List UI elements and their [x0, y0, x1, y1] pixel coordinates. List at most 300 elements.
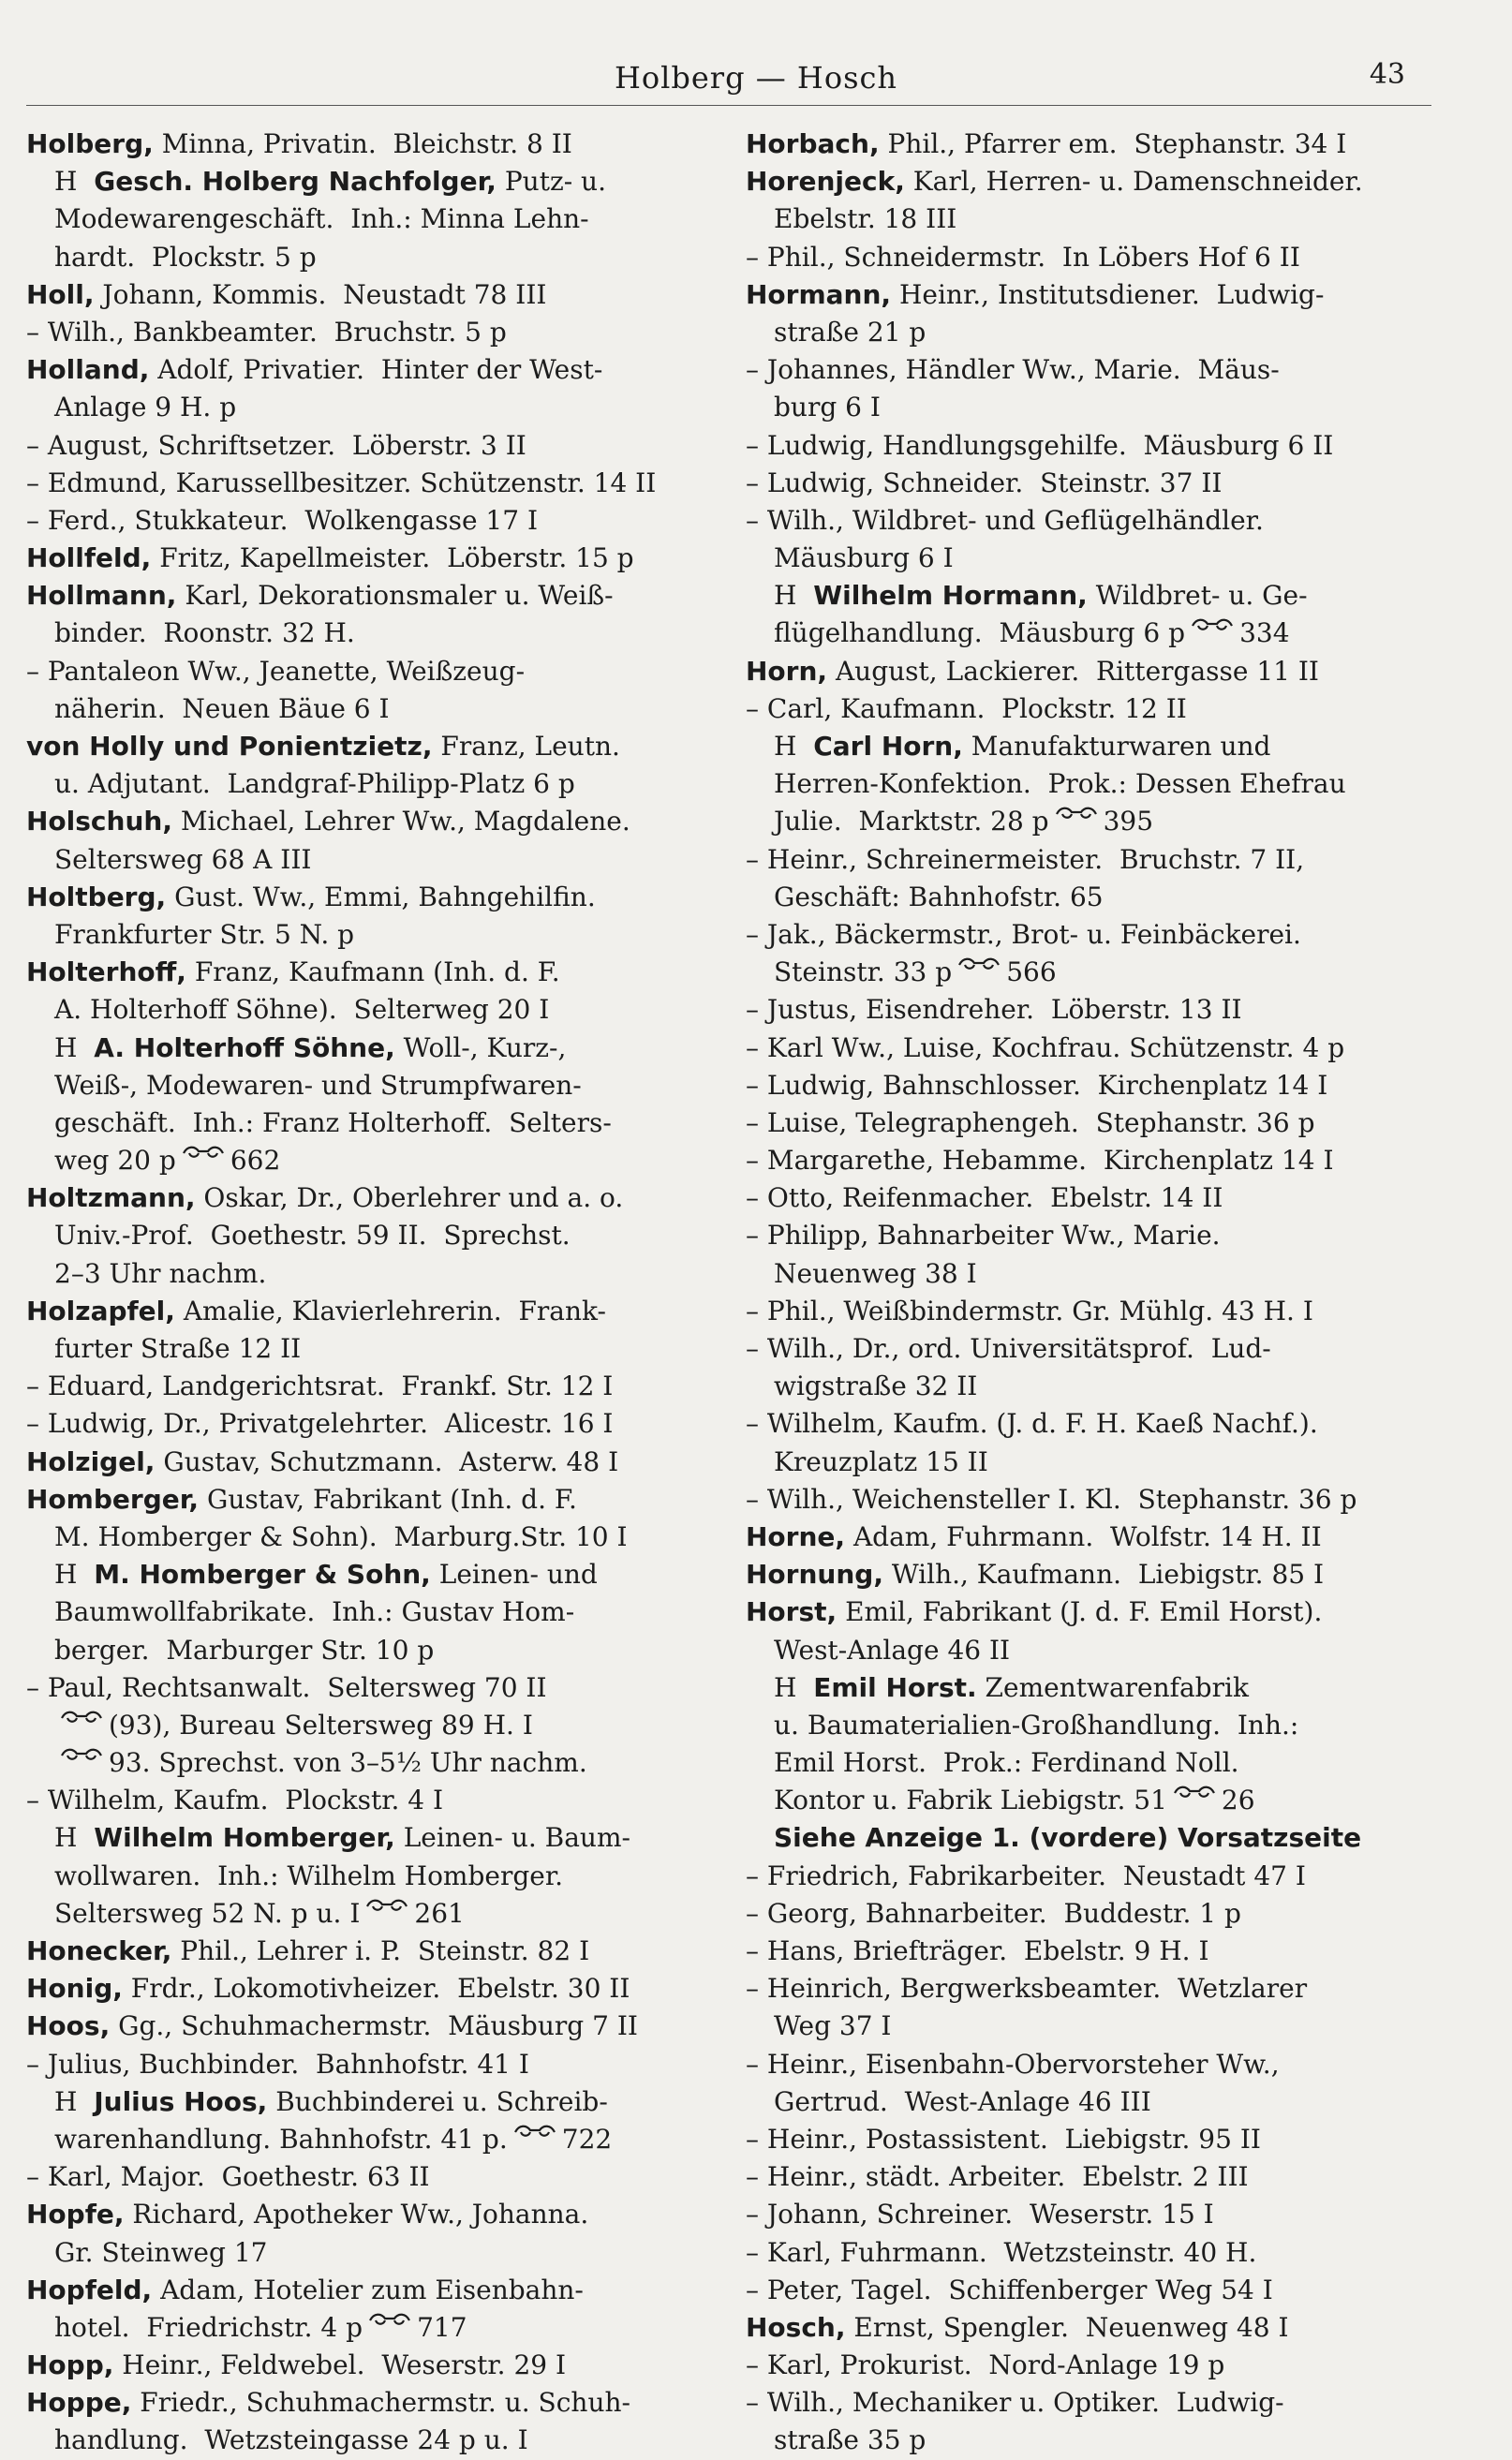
entry-continuation: Gertrud. West-Anlage 46 III — [774, 2085, 1151, 2117]
ditto-dash: – — [746, 241, 767, 273]
ditto-dash: – — [746, 2199, 767, 2230]
entry-details: Gustav, Schutzmann. Asterw. 48 I — [155, 1445, 619, 1477]
entry-surname: Holtzmann, — [26, 1182, 196, 1214]
entry-continuation: furter Straße 12 II — [54, 1333, 302, 1364]
entry-details: Heinr., städt. Arbeiter. Ebelstr. 2 III — [766, 2161, 1249, 2193]
entry-line — [26, 2384, 701, 2422]
entry-line — [746, 502, 1420, 540]
entry-continuation: Modewarengeschäft. Inh.: Minna Lehn- — [54, 203, 589, 235]
entry-details: Wildbret- u. Ge- — [1087, 580, 1308, 612]
entry-continuation: Mäusburg 6 I — [774, 542, 954, 574]
entry-details: Johann, Kommis. Neustadt 78 III — [94, 278, 547, 310]
entry-details: Zementwarenfabrik — [976, 1671, 1249, 1703]
entry-line — [746, 1782, 1420, 1819]
entry-details: Wilh., Bankbeamter. Bruchstr. 5 p — [47, 316, 507, 348]
telephone-icon — [60, 1707, 103, 1726]
entry-line — [26, 540, 701, 577]
entry-line — [746, 690, 1420, 728]
entry-line — [26, 1519, 701, 1556]
entry-continuation: M. Homberger & Sohn). Marburg.Str. 10 I — [54, 1520, 628, 1552]
entry-surname: Horenjeck, — [746, 166, 905, 198]
entry-continuation: näherin. Neuen Bäue 6 I — [54, 692, 390, 724]
entry-details: Adam, Fuhrmann. Wolfstr. 14 H. II — [845, 1520, 1322, 1552]
entry-line — [746, 1217, 1420, 1254]
firm-marker: H — [54, 1822, 95, 1854]
entry-details: Minna, Privatin. Bleichstr. 8 II — [153, 128, 572, 159]
entry-line — [26, 1556, 701, 1593]
telephone-icon — [365, 1895, 408, 1914]
entry-details: Wilh., Weichensteller I. Kl. Stephanstr. 36 p — [766, 1483, 1357, 1515]
entry-details: Heinrich, Bergwerksbeamter. Wetzlarer — [766, 1973, 1308, 2005]
entry-line — [26, 465, 701, 502]
telephone-number: 662 — [230, 1145, 281, 1177]
entry-details: Ludwig, Schneider. Steinstr. 37 II — [766, 467, 1223, 498]
entry-continuation: Ebelstr. 18 III — [774, 203, 957, 235]
ditto-dash: – — [746, 692, 767, 724]
ditto-dash: – — [26, 655, 48, 687]
entry-details: Buchbinderei u. Schreib- — [267, 2085, 608, 2117]
entry-continuation: West-Anlage 46 II — [774, 1634, 1011, 1666]
telephone-icon — [368, 2309, 411, 2328]
entry-details: Heinr., Eisenbahn-Obervorsteher Ww., — [766, 2048, 1280, 2080]
page-header — [0, 58, 1512, 105]
entry-details: Karl, Dekorationsmaler u. Weiß- — [176, 580, 614, 612]
entry-line — [746, 1179, 1420, 1217]
entry-line — [26, 1895, 701, 1933]
entry-details: Frdr., Lokomotivheizer. Ebelstr. 30 II — [122, 1973, 630, 2005]
entry-line — [746, 2422, 1420, 2459]
ditto-dash: – — [746, 467, 767, 498]
ditto-dash: – — [746, 1220, 767, 1252]
ditto-dash: – — [26, 2048, 48, 2080]
firm-name: Wilhelm Hormann, — [813, 580, 1088, 612]
ditto-dash: – — [746, 429, 767, 461]
entry-line — [746, 276, 1420, 314]
entry-surname: von Holly und Ponientzietz, — [26, 731, 433, 762]
entry-details: Phil., Schneidermstr. In Löbers Hof 6 II — [766, 241, 1300, 273]
entry-line — [746, 728, 1420, 765]
entry-line — [746, 1819, 1420, 1857]
entry-line — [746, 126, 1420, 163]
entry-line — [26, 239, 701, 276]
entry-details: Adolf, Privatier. Hinter der West- — [149, 354, 603, 386]
ditto-dash: – — [746, 2236, 767, 2268]
entry-surname: Hoppe, — [26, 2387, 132, 2419]
ditto-dash: – — [746, 1069, 767, 1101]
telephone-number: 717 — [417, 2311, 467, 2343]
entry-line — [26, 1179, 701, 1217]
entry-line — [26, 765, 701, 803]
entry-continuation: u. Adjutant. Landgraf-Philipp-Platz 6 p — [54, 768, 575, 800]
entry-line — [746, 954, 1420, 991]
entry-continuation: 2–3 Uhr nachm. — [54, 1257, 267, 1289]
entry-surname: Honig, — [26, 1973, 123, 2005]
entry-surname: Homberger, — [26, 1483, 200, 1515]
entry-details: Friedrich, Fabrikarbeiter. Neustadt 47 I — [766, 1860, 1306, 1891]
ditto-dash: – — [746, 2123, 767, 2155]
telephone-number: (93), Bureau Seltersweg 89 H. I — [109, 1709, 533, 1741]
entry-line — [26, 1104, 701, 1142]
entry-details: Phil., Weißbindermstr. Gr. Mühlg. 43 H. I — [766, 1295, 1313, 1326]
entry-details: Manufakturwaren und — [962, 731, 1271, 762]
telephone-number: 334 — [1239, 617, 1290, 649]
entry-continuation: Baumwollfabrikate. Inh.: Gustav Hom- — [54, 1596, 575, 1628]
entry-line — [26, 653, 701, 690]
entry-line — [746, 803, 1420, 840]
entry-continuation: straße 21 p — [774, 316, 926, 348]
entry-line — [746, 1368, 1420, 1405]
entry-line — [746, 2008, 1420, 2045]
entry-line — [746, 1970, 1420, 2008]
entry-line — [26, 916, 701, 954]
entry-details: Heinr., Postassistent. Liebigstr. 95 II — [766, 2123, 1261, 2155]
entry-line — [746, 1593, 1420, 1631]
entry-line — [26, 1405, 701, 1443]
entry-continuation: Weg 37 I — [774, 2010, 892, 2042]
telephone-number: 261 — [414, 1897, 465, 1929]
entry-continuation: Seltersweg 52 N. p u. I — [54, 1897, 361, 1929]
entry-continuation: berger. Marburger Str. 10 p — [54, 1634, 435, 1666]
entry-line — [26, 1933, 701, 1970]
firm-name: M. Homberger & Sohn, — [94, 1559, 431, 1591]
entry-line — [26, 1030, 701, 1067]
ditto-dash: – — [26, 1371, 48, 1402]
entry-details: Paul, Rechtsanwalt. Seltersweg 70 II — [47, 1671, 547, 1703]
entry-details: Ludwig, Handlungsgehilfe. Mäusburg 6 II — [766, 429, 1334, 461]
ditto-dash: – — [26, 2161, 48, 2193]
entry-continuation: Julie. Marktstr. 28 p — [774, 806, 1049, 837]
entry-details: Philipp, Bahnarbeiter Ww., Marie. — [766, 1220, 1221, 1252]
entry-line — [746, 1405, 1420, 1443]
ditto-dash: – — [746, 504, 767, 536]
entry-surname: Horn, — [746, 655, 828, 687]
entry-line — [26, 1444, 701, 1481]
entry-continuation: Gr. Steinweg 17 — [54, 2236, 268, 2268]
entry-details: Gustav, Fabrikant (Inh. d. F. — [199, 1483, 577, 1515]
entry-continuation: geschäft. Inh.: Franz Holterhoff. Selters- — [54, 1106, 612, 1138]
ditto-dash: – — [26, 504, 48, 536]
entry-surname: Holzigel, — [26, 1445, 156, 1477]
firm-marker: H — [54, 2085, 95, 2117]
entry-details: Franz, Kaufmann (Inh. d. F. — [185, 956, 560, 988]
entry-continuation: Kreuzplatz 15 II — [774, 1445, 988, 1477]
entry-line — [746, 389, 1420, 426]
entry-line — [26, 2234, 701, 2272]
telephone-number: 395 — [1103, 806, 1154, 837]
entry-details: Hans, Briefträger. Ebelstr. 9 H. I — [766, 1935, 1209, 1966]
ditto-dash: – — [746, 843, 767, 875]
entry-line — [26, 728, 701, 765]
entry-details: Heinr., Institutsdiener. Ludwig- — [891, 278, 1325, 310]
entry-line — [746, 163, 1420, 200]
entry-line — [746, 1444, 1420, 1481]
entry-line — [26, 954, 701, 991]
entry-line — [746, 1104, 1420, 1142]
entry-line — [26, 126, 701, 163]
entry-details: Justus, Eisendreher. Löberstr. 13 II — [766, 994, 1242, 1026]
entry-details: Leinen- und — [430, 1559, 598, 1591]
entry-line — [26, 1293, 701, 1330]
entry-continuation: Kontor u. Fabrik Liebigstr. 51 — [774, 1785, 1167, 1816]
ditto-dash: – — [746, 1295, 767, 1326]
entry-line — [746, 1933, 1420, 1970]
entry-details: Leinen- u. Baum- — [394, 1822, 630, 1854]
entry-details: Otto, Reifenmacher. Ebelstr. 14 II — [766, 1182, 1223, 1214]
entry-surname: Hornung, — [746, 1559, 883, 1591]
firm-name: Carl Horn, — [813, 731, 963, 762]
entry-line — [746, 351, 1420, 389]
entry-details: Putz- u. — [496, 166, 606, 198]
ditto-dash: – — [746, 1935, 767, 1966]
entry-line — [26, 276, 701, 314]
entry-line — [746, 1519, 1420, 1556]
entry-line — [26, 502, 701, 540]
entry-details: Peter, Tagel. Schiffenberger Weg 54 I — [766, 2274, 1273, 2305]
ditto-dash: – — [746, 1106, 767, 1138]
entry-details: Karl, Fuhrmann. Wetzsteinstr. 40 H. — [766, 2236, 1257, 2268]
entry-continuation: straße 35 p — [774, 2424, 926, 2456]
entry-line — [26, 1819, 701, 1857]
entry-line — [26, 427, 701, 465]
entry-continuation: Univ.-Prof. Goethestr. 59 II. Sprechst. — [54, 1220, 571, 1252]
entry-details: Phil., Pfarrer em. Stephanstr. 34 I — [879, 128, 1347, 159]
entry-details: Woll-, Kurz-, — [394, 1031, 567, 1063]
entry-line — [26, 1593, 701, 1631]
entry-details: Ernst, Spengler. Neuenweg 48 I — [845, 2311, 1289, 2343]
entry-surname: Holterhoff, — [26, 956, 186, 988]
entry-line — [26, 991, 701, 1029]
entry-line — [26, 2422, 701, 2459]
entry-surname: Holland, — [26, 354, 150, 386]
entry-details: Emil, Fabrikant (J. d. F. Emil Horst). — [837, 1596, 1323, 1628]
entry-details: Friedr., Schuhmachermstr. u. Schuh- — [131, 2387, 630, 2419]
header-rule — [26, 105, 1431, 106]
entry-line — [26, 1142, 701, 1179]
firm-name: Wilhelm Homberger, — [94, 1822, 395, 1854]
left-column — [26, 126, 701, 2460]
firm-marker: H — [774, 731, 814, 762]
ditto-dash: – — [746, 1182, 767, 1214]
entry-line — [26, 2083, 701, 2121]
entry-line — [26, 2196, 701, 2233]
entry-line — [26, 1744, 701, 1782]
entry-details: Fritz, Kapellmeister. Löberstr. 15 p — [151, 542, 634, 574]
entry-surname: Hollmann, — [26, 580, 177, 612]
telephone-number: 93. Sprechst. von 3–5½ Uhr nachm. — [109, 1747, 587, 1779]
entry-surname: Hoos, — [26, 2010, 111, 2042]
entry-details: Adam, Hotelier zum Eisenbahn- — [152, 2274, 584, 2305]
entry-line — [26, 1217, 701, 1254]
page-number: 43 — [1369, 58, 1405, 91]
entry-continuation: Emil Horst. Prok.: Ferdinand Noll. — [774, 1747, 1239, 1779]
ditto-dash: – — [746, 2387, 767, 2419]
entry-surname: Horst, — [746, 1596, 838, 1628]
entry-line — [746, 916, 1420, 954]
entry-line — [26, 615, 701, 652]
entry-details: Wilhelm, Kaufm. Plockstr. 4 I — [47, 1785, 444, 1816]
entry-continuation: Anlage 9 H. p — [54, 392, 237, 423]
entry-continuation: burg 6 I — [774, 392, 881, 423]
entry-continuation: Seltersweg 68 A III — [54, 843, 312, 875]
ditto-dash: – — [746, 1333, 767, 1364]
entry-details: Gg., Schuhmachermstr. Mäusburg 7 II — [110, 2010, 638, 2042]
entry-line — [26, 1067, 701, 1104]
entry-details: Michael, Lehrer Ww., Magdalene. — [171, 806, 630, 837]
entry-details: Karl, Major. Goethestr. 63 II — [47, 2161, 430, 2193]
entry-details: Phil., Lehrer i. P. Steinstr. 82 I — [171, 1935, 590, 1966]
ditto-dash: – — [746, 1897, 767, 1929]
entry-surname: Hormann, — [746, 278, 892, 310]
entry-line — [746, 2196, 1420, 2233]
entry-line — [26, 351, 701, 389]
entry-line — [26, 163, 701, 200]
entry-details: Johannes, Händler Ww., Marie. Mäus- — [766, 354, 1280, 386]
ditto-dash: – — [26, 1671, 48, 1703]
entry-line — [746, 1030, 1420, 1067]
entry-line — [26, 200, 701, 238]
entry-details: Franz, Leutn. — [432, 731, 620, 762]
entry-surname: Holl, — [26, 278, 95, 310]
telephone-number: 26 — [1221, 1785, 1255, 1816]
entry-line — [746, 1255, 1420, 1293]
entry-line — [746, 239, 1420, 276]
entry-surname: Hosch, — [746, 2311, 846, 2343]
entry-line — [746, 2083, 1420, 2121]
entry-details: Ludwig, Bahnschlosser. Kirchenplatz 14 I — [766, 1069, 1328, 1101]
entry-line — [26, 1970, 701, 2008]
firm-marker: H — [54, 1031, 95, 1063]
entry-line — [26, 2121, 701, 2158]
entry-line — [746, 615, 1420, 652]
entry-continuation: Neuenweg 38 I — [774, 1257, 977, 1289]
entry-line — [26, 2309, 701, 2347]
entry-line — [746, 200, 1420, 238]
entry-line — [746, 2272, 1420, 2309]
entry-continuation: hotel. Friedrichstr. 4 p — [54, 2311, 363, 2343]
entry-details: Gust. Ww., Emmi, Bahngehilfin. — [166, 881, 596, 912]
ditto-dash: – — [746, 1860, 767, 1891]
entry-details: Karl, Herren- u. Damenschneider. — [904, 166, 1363, 198]
entry-details: Pantaleon Ww., Jeanette, Weißzeug- — [47, 655, 526, 687]
entry-line — [26, 314, 701, 351]
entry-surname: Holzapfel, — [26, 1295, 175, 1326]
entry-details: Ludwig, Dr., Privatgelehrter. Alicestr. 16 I — [47, 1408, 614, 1440]
entry-line — [26, 1707, 701, 1744]
entry-line — [746, 427, 1420, 465]
telephone-icon — [1055, 803, 1098, 822]
entry-details: Ferd., Stukkateur. Wolkengasse 17 I — [47, 504, 539, 536]
ditto-dash: – — [26, 467, 48, 498]
entry-details: Edmund, Karussellbesitzer. Schützenstr. 14 II — [47, 467, 657, 498]
entry-line — [746, 1744, 1420, 1782]
ditto-dash: – — [26, 1785, 48, 1816]
ditto-dash: – — [746, 994, 767, 1026]
entry-surname: Holtberg, — [26, 881, 167, 912]
entry-continuation: wigstraße 32 II — [774, 1371, 978, 1402]
entry-line — [746, 577, 1420, 615]
entry-details: Julius, Buchbinder. Bahnhofstr. 41 I — [47, 2048, 529, 2080]
firm-marker: H — [54, 166, 95, 198]
entry-continuation: warenhandlung. Bahnhofstr. 41 p. — [54, 2123, 508, 2155]
entry-line — [26, 577, 701, 615]
entry-details: Margarethe, Hebamme. Kirchenplatz 14 I — [766, 1145, 1334, 1177]
entry-line — [26, 1632, 701, 1669]
entry-line — [746, 2121, 1420, 2158]
entry-details: Wilh., Kaufmann. Liebigstr. 85 I — [882, 1559, 1325, 1591]
entry-line — [26, 2046, 701, 2083]
ditto-dash: – — [746, 918, 767, 950]
entry-details: Karl Ww., Luise, Kochfrau. Schützenstr. 4 p — [766, 1031, 1345, 1063]
entry-surname: Hopfe, — [26, 2199, 125, 2230]
entry-details: Johann, Schreiner. Weserstr. 15 I — [766, 2199, 1214, 2230]
entry-surname: Honecker, — [26, 1935, 172, 1966]
entry-continuation: Herren-Konfektion. Prok.: Dessen Ehefrau — [774, 768, 1346, 800]
telephone-icon — [1173, 1782, 1216, 1801]
entry-line — [26, 1330, 701, 1368]
entry-line — [26, 841, 701, 879]
entry-line — [746, 2158, 1420, 2196]
entry-line — [746, 465, 1420, 502]
entry-continuation: binder. Roonstr. 32 H. — [54, 617, 355, 649]
entry-details: Wilh., Mechaniker u. Optiker. Ludwig- — [766, 2387, 1284, 2419]
entry-line — [746, 1556, 1420, 1593]
running-head: Holberg — Hosch — [614, 60, 898, 96]
entry-continuation: Steinstr. 33 p — [774, 956, 953, 988]
ditto-dash: – — [746, 1483, 767, 1515]
entry-line — [746, 2046, 1420, 2083]
entry-continuation: Weiß-, Modewaren- und Strumpfwaren- — [54, 1069, 582, 1101]
firm-marker: H — [54, 1559, 95, 1591]
ditto-dash: – — [26, 429, 48, 461]
ditto-dash: – — [746, 1408, 767, 1440]
entry-line — [26, 690, 701, 728]
entry-details: Georg, Bahnarbeiter. Buddestr. 1 p — [766, 1897, 1241, 1929]
firm-marker: H — [774, 580, 814, 612]
entry-continuation: hardt. Plockstr. 5 p — [54, 241, 317, 273]
entry-details: Wilhelm, Kaufm. (J. d. F. H. Kaeß Nachf.). — [766, 1408, 1318, 1440]
entry-line — [26, 803, 701, 840]
entry-line — [26, 2158, 701, 2196]
entry-details: Heinr., Schreinermeister. Bruchstr. 7 II, — [766, 843, 1305, 875]
entry-line — [26, 1481, 701, 1519]
entry-line — [746, 1895, 1420, 1933]
telephone-icon — [957, 954, 1001, 972]
entry-line — [746, 1293, 1420, 1330]
entry-details: Amalie, Klavierlehrerin. Frank- — [174, 1295, 606, 1326]
entry-line — [26, 1782, 701, 1819]
entry-details: Oskar, Dr., Oberlehrer und a. o. — [195, 1182, 624, 1214]
entry-line — [746, 1067, 1420, 1104]
entry-line — [746, 1142, 1420, 1179]
entry-line — [746, 1330, 1420, 1368]
entry-continuation: Frankfurter Str. 5 N. p — [54, 918, 355, 950]
entry-continuation: u. Baumaterialien-Großhandlung. Inh.: — [774, 1709, 1299, 1741]
entry-surname: Holschuh, — [26, 806, 172, 837]
right-column — [746, 126, 1420, 2460]
entry-continuation: flügelhandlung. Mäusburg 6 p — [774, 617, 1186, 649]
entry-details: Wilh., Dr., ord. Universitätsprof. Lud- — [766, 1333, 1271, 1364]
ditto-dash: – — [26, 316, 48, 348]
entry-line — [746, 1481, 1420, 1519]
ditto-dash: – — [746, 1031, 767, 1063]
entry-continuation: Geschäft: Bahnhofstr. 65 — [774, 881, 1104, 912]
firm-marker: H — [774, 1671, 814, 1703]
firm-name: Gesch. Holberg Nachfolger, — [94, 166, 497, 198]
entry-line — [26, 879, 701, 916]
entry-continuation: A. Holterhoff Söhne). Selterweg 20 I — [54, 994, 550, 1026]
entry-line — [746, 2347, 1420, 2384]
entry-line — [746, 1858, 1420, 1895]
